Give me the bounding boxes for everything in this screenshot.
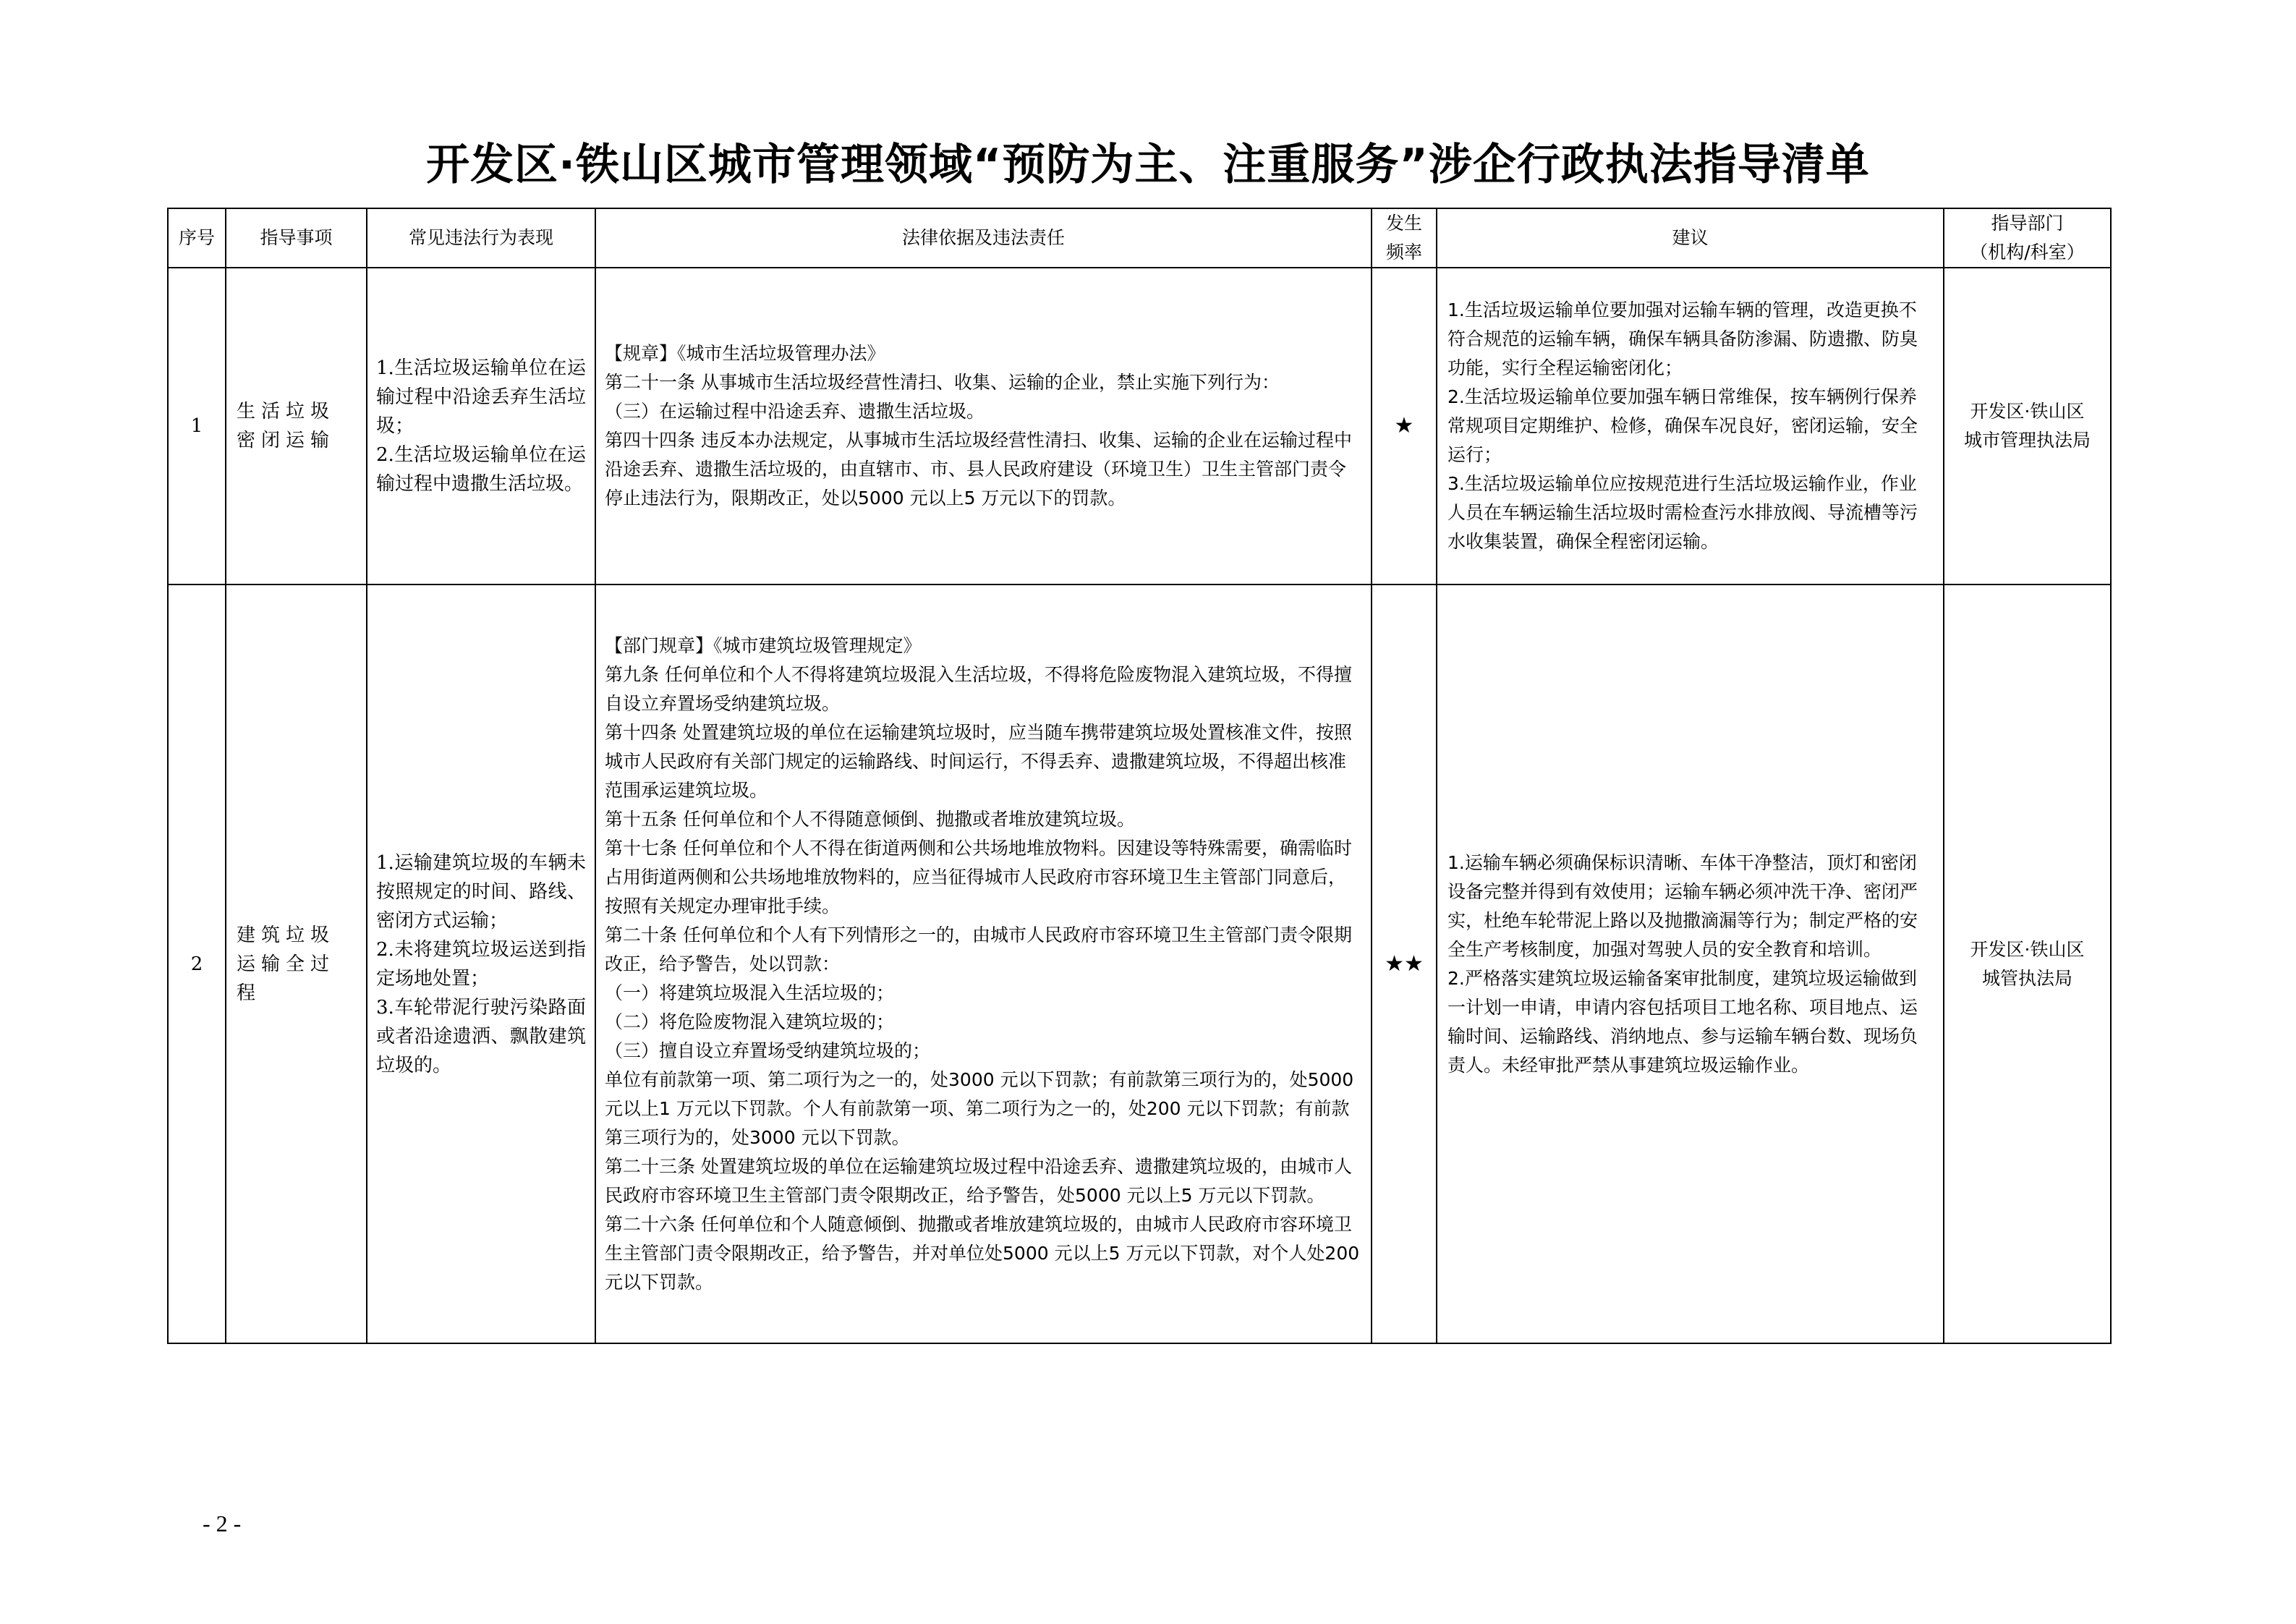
header-dept — [1944, 208, 2111, 268]
guidance-table — [167, 208, 2112, 1344]
page-number: - 2 - — [203, 1510, 242, 1536]
row-item: 生活垃圾密闭运输 — [226, 268, 367, 584]
table-header-row — [168, 208, 2111, 268]
row-dept — [1944, 584, 2111, 1343]
law-line: 第四十四条 违反本办法规定，从事城市生活垃圾经营性清扫、收集、运输的企业在运输过程中沿途丢弃、遗撒生活垃圾的，由直辖市、市、县人民政府建设（环境卫生）卫生主管部门责令停止违法行为，限期改正，处以5000 元以上5 万元以下的罚款。 — [605, 430, 1352, 509]
header-dept-line2: （机构/科室） — [1970, 242, 2085, 263]
header-dept-line1: 指导部门 — [1991, 213, 2064, 234]
law-line: 第九条 任何单位和个人不得将建筑垃圾混入生活垃圾，不得将危险废物混入建筑垃圾，不得擅自设立弃置场受纳建筑垃圾。 — [605, 663, 1352, 714]
table-row — [168, 268, 2111, 584]
row-behavior — [367, 584, 595, 1343]
advice-line: 1.运输车辆必须确保标识清晰、车体干净整洁，顶灯和密闭设备完整并得到有效使用；运输车辆必须冲洗干净、密闭严实，杜绝车轮带泥上路以及抛撒滴漏等行为；制定严格的安全生产考核制度，加强对驾驶人员的安全教育和培训。 — [1447, 851, 1918, 960]
law-line: 第十七条 任何单位和个人不得在街道两侧和公共场地堆放物料。因建设等特殊需要，确需临时占用街道两侧和公共场地堆放物料的，应当征得城市人民政府市容环境卫生主管部门同意后，按照有关规定办理审批手续。 — [605, 837, 1352, 917]
law-line: 第二十六条 任何单位和个人随意倾倒、抛撒或者堆放建筑垃圾的，由城市人民政府市容环境卫生主管部门责令限期改正，给予警告，并对单位处5000 元以上5 万元以下罚款，对个人处200 元以下罚款。 — [605, 1213, 1360, 1293]
law-line: （三）擅自设立弃置场受纳建筑垃圾的； — [605, 1040, 931, 1061]
dept-line2: 城管执法局 — [1981, 967, 2072, 989]
row-advice — [1437, 268, 1944, 584]
behavior-line: 2.未将建筑垃圾运送到指定场地处置； — [376, 938, 586, 990]
advice-line: 2.严格落实建筑垃圾运输备案审批制度，建筑垃圾运输做到一计划一申请，申请内容包括项目工地名称、项目地点、运输时间、运输路线、消纳地点、参与运输车辆台数、现场负责人。未经审批严禁从事建筑垃圾运输作业。 — [1447, 967, 1918, 1076]
row-seq: 2 — [168, 584, 226, 1343]
header-law: 法律依据及违法责任 — [595, 208, 1372, 268]
row-behavior — [367, 268, 595, 584]
law-line: （一）将建筑垃圾混入生活垃圾的； — [605, 982, 895, 1003]
header-frequency-line2: 频率 — [1385, 242, 1422, 263]
law-line: 第十五条 任何单位和个人不得随意倾倒、抛撒或者堆放建筑垃圾。 — [605, 808, 1135, 830]
advice-line: 3.生活垃圾运输单位应按规范进行生活垃圾运输作业，作业人员在车辆运输生活垃圾时需检查污水排放阀、导流槽等污水收集装置，确保全程密闭运输。 — [1447, 473, 1918, 552]
row-item: 建筑垃圾运输全过程 — [226, 584, 367, 1343]
advice-line: 1.生活垃圾运输单位要加强对运输车辆的管理，改造更换不符合规范的运输车辆，确保车辆具备防渗漏、防遗撒、防臭功能，实行全程运输密闭化； — [1447, 299, 1918, 378]
row-seq: 1 — [168, 268, 226, 584]
header-frequency — [1372, 208, 1437, 268]
law-line: 【规章】《城市生活垃圾管理办法》 — [605, 343, 885, 364]
row-advice — [1437, 584, 1944, 1343]
law-line: 第十四条 处置建筑垃圾的单位在运输建筑垃圾时，应当随车携带建筑垃圾处置核准文件，按照城市人民政府有关部门规定的运输路线、时间运行，不得丢弃、遗撒建筑垃圾，不得超出核准范围承运建筑垃圾。 — [605, 721, 1352, 801]
dept-line1: 开发区·铁山区 — [1970, 401, 2085, 422]
behavior-line: 2.生活垃圾运输单位在运输过程中遗撒生活垃圾。 — [376, 444, 586, 495]
header-advice: 建议 — [1437, 208, 1944, 268]
law-line: 第二十一条 从事城市生活垃圾经营性清扫、收集、运输的企业，禁止实施下列行为： — [605, 372, 1280, 393]
header-seq: 序号 — [168, 208, 226, 268]
row-law — [595, 268, 1372, 584]
row-law — [595, 584, 1372, 1343]
behavior-line: 1.生活垃圾运输单位在运输过程中沿途丢弃生活垃圾； — [376, 357, 586, 437]
header-frequency-line1: 发生 — [1385, 213, 1422, 234]
table-row — [168, 584, 2111, 1343]
behavior-line: 1.运输建筑垃圾的车辆未按照规定的时间、路线、密闭方式运输； — [376, 851, 586, 932]
row-dept — [1944, 268, 2111, 584]
header-behavior: 常见违法行为表现 — [367, 208, 595, 268]
law-line: （二）将危险废物混入建筑垃圾的； — [605, 1011, 895, 1032]
advice-line: 2.生活垃圾运输单位要加强车辆日常维保，按车辆例行保养常规项目定期维护、检修，确保车况良好，密闭运输，安全运行； — [1447, 386, 1918, 465]
dept-line1: 开发区·铁山区 — [1970, 938, 2085, 960]
behavior-line: 3.车轮带泥行驶污染路面或者沿途遗洒、飘散建筑垃圾的。 — [376, 996, 586, 1076]
frequency-stars: ★ — [1372, 268, 1437, 584]
law-line: 第二十三条 处置建筑垃圾的单位在运输建筑垃圾过程中沿途丢弃、遗撒建筑垃圾的，由城市人民政府市容环境卫生主管部门责令限期改正，给予警告，处5000 元以上5 万元以下罚款。 — [605, 1155, 1352, 1206]
frequency-stars: ★★ — [1372, 584, 1437, 1343]
law-line: 单位有前款第一项、第二项行为之一的，处3000 元以下罚款；有前款第三项行为的，处5000 元以上1 万元以下罚款。个人有前款第一项、第二项行为之一的，处200 元以下罚款；有前款第三项行为的，处3000 元以下罚款。 — [605, 1068, 1354, 1148]
law-line: （三）在运输过程中沿途丢弃、遗撒生活垃圾。 — [605, 401, 985, 422]
law-line: 【部门规章】《城市建筑垃圾管理规定》 — [605, 634, 922, 656]
law-line: 第二十条 任何单位和个人有下列情形之一的，由城市人民政府市容环境卫生主管部门责令限期改正，给予警告，处以罚款： — [605, 924, 1352, 974]
dept-line2: 城市管理执法局 — [1963, 430, 2091, 451]
header-item: 指导事项 — [226, 208, 367, 268]
document-title: 开发区·铁山区城市管理领域“预防为主、注重服务”涉企行政执法指导清单 — [426, 140, 1870, 190]
